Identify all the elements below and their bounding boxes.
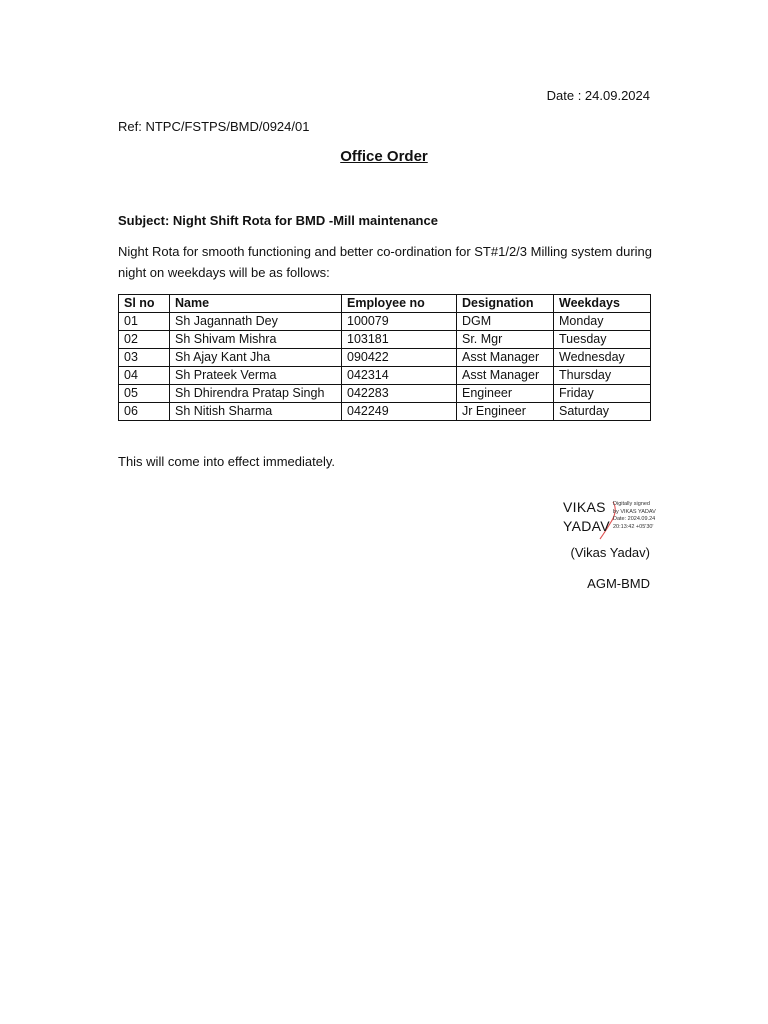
cell-name: Sh Ajay Kant Jha — [170, 349, 342, 367]
table-row — [119, 313, 651, 331]
stamp-line: Date: 2024.09.24 — [613, 516, 656, 522]
cell-weekday: Monday — [554, 313, 651, 331]
cell-designation: Sr. Mgr — [457, 331, 554, 349]
cell-weekday: Thursday — [554, 367, 651, 385]
cell-designation: Engineer — [457, 385, 554, 403]
signer-designation: AGM-BMD — [587, 576, 650, 591]
reference-number: Ref: NTPC/FSTPS/BMD/0924/01 — [118, 119, 310, 134]
header-name: Name — [170, 295, 342, 313]
cell-sl-no: 05 — [119, 385, 170, 403]
cell-name: Sh Jagannath Dey — [170, 313, 342, 331]
night-rota-table — [118, 294, 651, 421]
stamp-line: Digitally signed — [613, 501, 650, 507]
digital-signature — [563, 498, 663, 542]
signer-name: (Vikas Yadav) — [570, 545, 650, 560]
table-row — [119, 367, 651, 385]
table-row — [119, 385, 651, 403]
cell-name: Sh Nitish Sharma — [170, 403, 342, 421]
cell-designation: Jr Engineer — [457, 403, 554, 421]
signature-name — [563, 498, 610, 536]
table-header-row — [119, 295, 651, 313]
cell-sl-no: 01 — [119, 313, 170, 331]
cell-weekday: Tuesday — [554, 331, 651, 349]
subject-line: Subject: Night Shift Rota for BMD -Mill maintenance — [118, 213, 438, 228]
cell-sl-no: 04 — [119, 367, 170, 385]
cell-name: Sh Prateek Verma — [170, 367, 342, 385]
page-title: Office Order — [340, 148, 428, 165]
effect-statement: This will come into effect immediately. — [118, 454, 335, 469]
cell-employee-no: 042249 — [342, 403, 457, 421]
cell-employee-no: 100079 — [342, 313, 457, 331]
table-row — [119, 331, 651, 349]
signature-name-first: VIKAS — [563, 499, 606, 515]
table-row — [119, 403, 651, 421]
cell-name: Sh Dhirendra Pratap Singh — [170, 385, 342, 403]
cell-designation: Asst Manager — [457, 367, 554, 385]
signature-stamp — [613, 501, 656, 531]
cell-designation: Asst Manager — [457, 349, 554, 367]
header-sl-no: Sl no — [119, 295, 170, 313]
cell-employee-no: 042283 — [342, 385, 457, 403]
cell-employee-no: 090422 — [342, 349, 457, 367]
cell-employee-no: 042314 — [342, 367, 457, 385]
cell-weekday: Friday — [554, 385, 651, 403]
signature-name-last: YADAV — [563, 518, 610, 534]
header-designation: Designation — [457, 295, 554, 313]
stamp-line: by VIKAS YADAV — [613, 508, 656, 515]
cell-name: Sh Shivam Mishra — [170, 331, 342, 349]
order-date: Date : 24.09.2024 — [546, 88, 650, 103]
cell-sl-no: 03 — [119, 349, 170, 367]
table-row — [119, 349, 651, 367]
cell-weekday: Wednesday — [554, 349, 651, 367]
cell-designation: DGM — [457, 313, 554, 331]
stamp-line: 20:13:42 +05'30' — [613, 523, 654, 530]
cell-sl-no: 06 — [119, 403, 170, 421]
header-weekdays: Weekdays — [554, 295, 651, 313]
cell-weekday: Saturday — [554, 403, 651, 421]
cell-employee-no: 103181 — [342, 331, 457, 349]
cell-sl-no: 02 — [119, 331, 170, 349]
header-employee-no: Employee no — [342, 295, 457, 313]
intro-paragraph: Night Rota for smooth functioning and better co-ordination for ST#1/2/3 Milling system during night on weekdays will be as follows: — [118, 244, 652, 280]
